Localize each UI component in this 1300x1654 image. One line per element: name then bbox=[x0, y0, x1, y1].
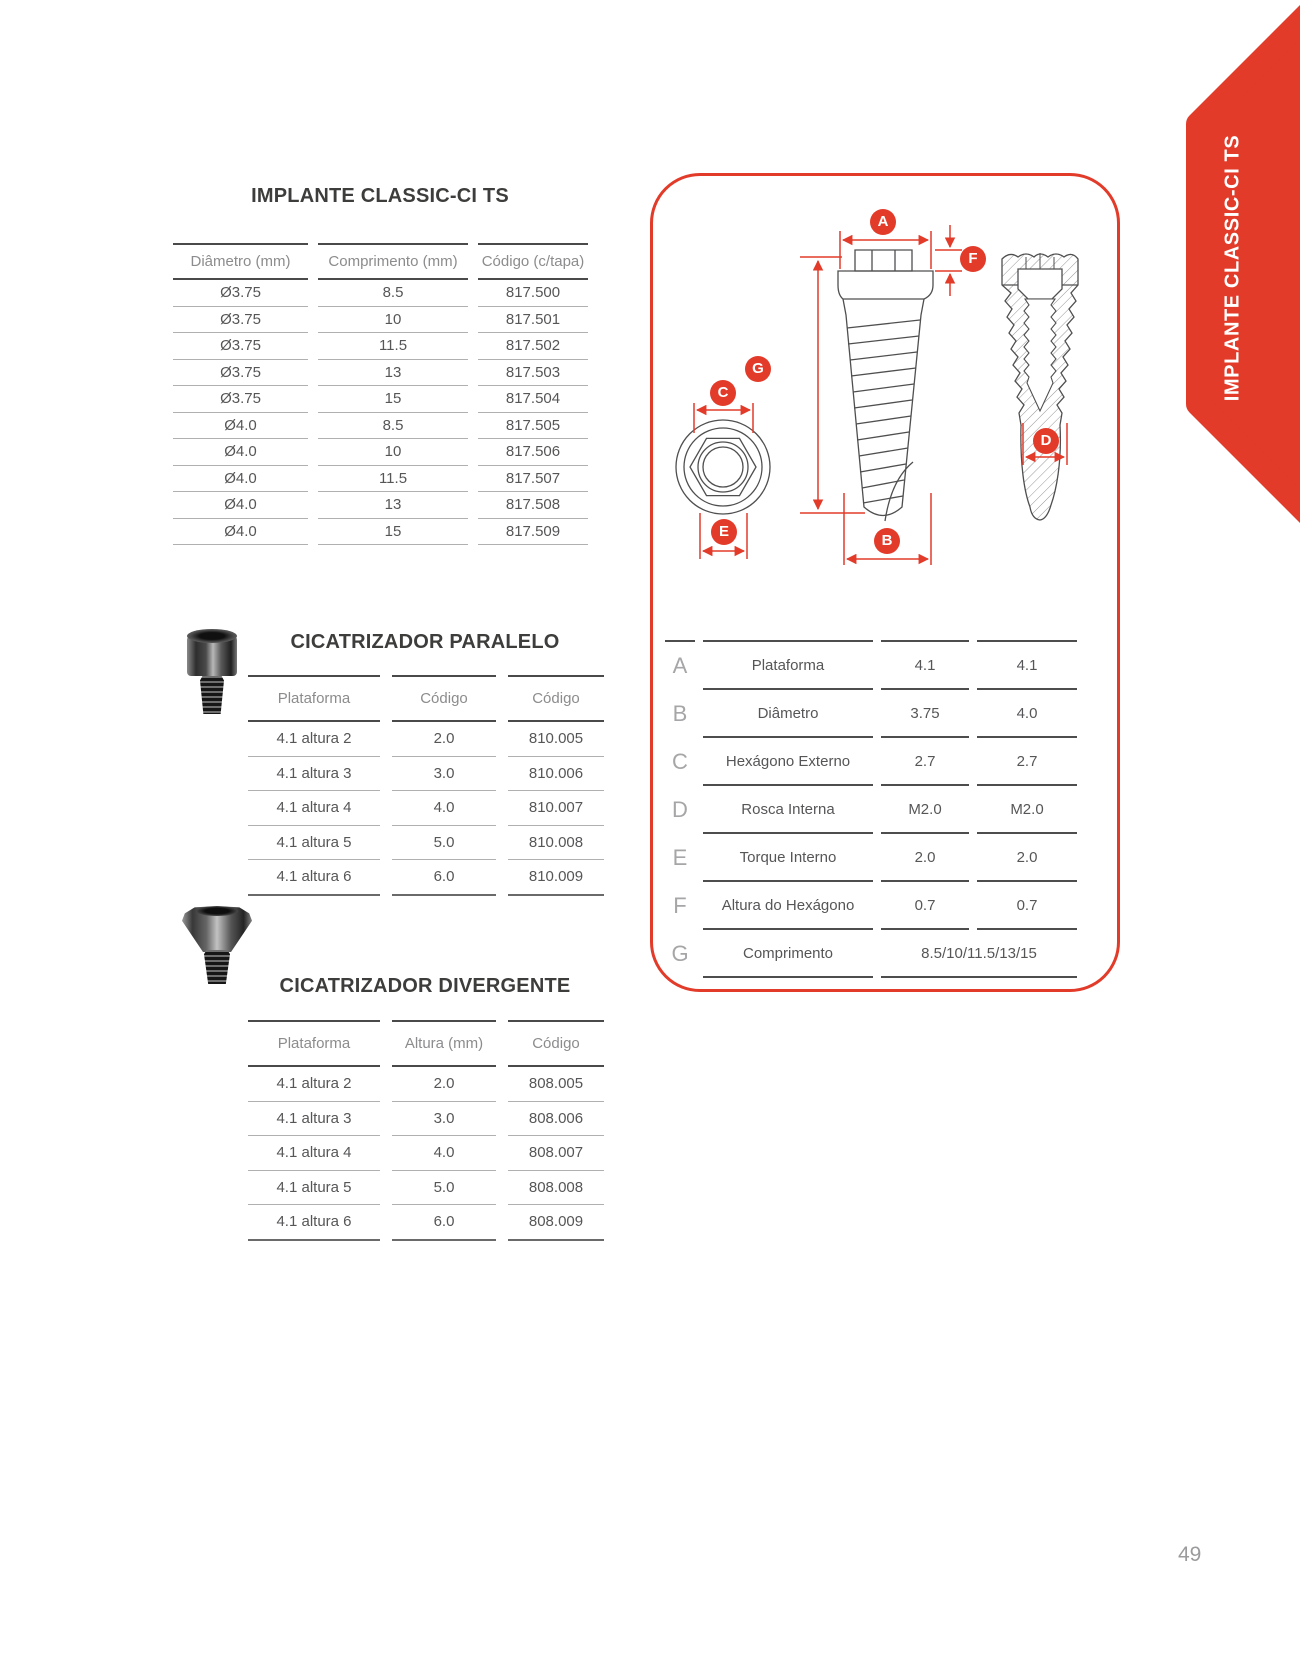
implant-table-title: IMPLANTE CLASSIC-CI TS bbox=[251, 185, 509, 207]
table-cell: M2.0 bbox=[881, 786, 969, 834]
table-row bbox=[248, 860, 604, 896]
column-header: Altura (mm) bbox=[392, 1020, 496, 1067]
table-cell: 817.501 bbox=[478, 307, 588, 334]
table-cell: 817.506 bbox=[478, 439, 588, 466]
table-cell: 817.502 bbox=[478, 333, 588, 360]
implant-table-header-row bbox=[173, 243, 588, 280]
table-cell: 808.009 bbox=[508, 1205, 604, 1241]
table-cell: 810.006 bbox=[508, 757, 604, 792]
table-cell: 11.5 bbox=[318, 333, 468, 360]
table-cell: Plataforma bbox=[703, 640, 873, 690]
table-cell: 4.1 altura 6 bbox=[248, 860, 380, 896]
paralelo-product-photo bbox=[187, 636, 237, 676]
table-cell: 4.1 altura 4 bbox=[248, 1136, 380, 1171]
table-row bbox=[665, 738, 1077, 786]
table-cell: Ø3.75 bbox=[173, 386, 308, 413]
table-row bbox=[173, 333, 588, 360]
table-row bbox=[665, 930, 1077, 978]
table-cell: 15 bbox=[318, 519, 468, 546]
column-header: Código bbox=[392, 675, 496, 722]
ribbon-label: IMPLANTE CLASSIC-CI TS bbox=[1221, 134, 1244, 402]
column-header: Plataforma bbox=[248, 675, 380, 722]
table-cell: 808.006 bbox=[508, 1102, 604, 1137]
column-header: Plataforma bbox=[248, 1020, 380, 1067]
table-cell: 2.0 bbox=[881, 834, 969, 882]
table-cell: D bbox=[672, 797, 688, 822]
table-cell: 4.1 altura 3 bbox=[248, 1102, 380, 1137]
table-row bbox=[173, 439, 588, 466]
table-cell: 5.0 bbox=[392, 1171, 496, 1206]
dim-badge-e: E bbox=[711, 519, 737, 545]
table-cell: 15 bbox=[318, 386, 468, 413]
table-cell: 810.009 bbox=[508, 860, 604, 896]
table-cell: 4.1 altura 2 bbox=[248, 1067, 380, 1102]
implant-top-view bbox=[676, 420, 770, 514]
paralelo-product-photo-thread bbox=[200, 676, 224, 714]
table-cell: 817.507 bbox=[478, 466, 588, 493]
table-row bbox=[248, 826, 604, 861]
table-cell: 4.0 bbox=[392, 1136, 496, 1171]
table-cell: 810.008 bbox=[508, 826, 604, 861]
table-row bbox=[665, 786, 1077, 834]
column-header: Código bbox=[508, 675, 604, 722]
spec-table bbox=[657, 640, 1085, 978]
table-cell: 810.005 bbox=[508, 722, 604, 757]
table-cell: 817.505 bbox=[478, 413, 588, 440]
table-cell: Ø3.75 bbox=[173, 360, 308, 387]
table-cell: 2.0 bbox=[392, 722, 496, 757]
table-row bbox=[665, 690, 1077, 738]
table-cell: 10 bbox=[318, 307, 468, 334]
table-cell: C bbox=[672, 749, 688, 774]
table-row bbox=[665, 640, 1077, 690]
table-cell: 8.5/10/11.5/13/15 bbox=[881, 930, 1077, 978]
table-cell: Rosca Interna bbox=[703, 786, 873, 834]
table-cell: 4.1 altura 5 bbox=[248, 1171, 380, 1206]
table-cell: Ø4.0 bbox=[173, 466, 308, 493]
paralelo-title: CICATRIZADOR PARALELO bbox=[290, 631, 560, 653]
dim-badge-c: C bbox=[710, 380, 736, 406]
divergente-product-photo-thread bbox=[204, 950, 230, 984]
table-cell: M2.0 bbox=[977, 786, 1077, 834]
table-cell: 4.1 altura 3 bbox=[248, 757, 380, 792]
table-row bbox=[248, 1205, 604, 1241]
table-cell: 5.0 bbox=[392, 826, 496, 861]
table-row bbox=[665, 882, 1077, 930]
table-cell: 4.1 altura 6 bbox=[248, 1205, 380, 1241]
table-cell: Ø4.0 bbox=[173, 492, 308, 519]
implant-table bbox=[163, 243, 598, 545]
table-row bbox=[248, 791, 604, 826]
table-cell: 4.1 bbox=[977, 640, 1077, 690]
table-cell: 11.5 bbox=[318, 466, 468, 493]
table-cell: 817.503 bbox=[478, 360, 588, 387]
table-cell: 808.005 bbox=[508, 1067, 604, 1102]
paralelo-table bbox=[236, 675, 616, 896]
table-row bbox=[173, 307, 588, 334]
table-cell: 817.508 bbox=[478, 492, 588, 519]
table-cell: Diâmetro bbox=[703, 690, 873, 738]
table-cell: 10 bbox=[318, 439, 468, 466]
table-row bbox=[173, 466, 588, 493]
table-cell: 3.0 bbox=[392, 757, 496, 792]
table-cell: 6.0 bbox=[392, 1205, 496, 1241]
column-header: Comprimento (mm) bbox=[318, 243, 468, 280]
table-cell: 2.7 bbox=[881, 738, 969, 786]
table-row bbox=[173, 492, 588, 519]
table-cell: Altura do Hexágono bbox=[703, 882, 873, 930]
page-number: 49 bbox=[1178, 1543, 1202, 1566]
table-cell: Ø4.0 bbox=[173, 439, 308, 466]
table-cell: 810.007 bbox=[508, 791, 604, 826]
table-cell: 3.0 bbox=[392, 1102, 496, 1137]
table-row bbox=[173, 386, 588, 413]
table-cell: 808.008 bbox=[508, 1171, 604, 1206]
table-row bbox=[248, 757, 604, 792]
table-cell: 817.504 bbox=[478, 386, 588, 413]
table-cell: Ø4.0 bbox=[173, 519, 308, 546]
table-row bbox=[248, 1171, 604, 1206]
table-cell: 2.0 bbox=[392, 1067, 496, 1102]
divergente-product-photo bbox=[182, 906, 252, 952]
table-cell: 2.0 bbox=[977, 834, 1077, 882]
table-cell: F bbox=[673, 893, 687, 918]
table-cell: G bbox=[671, 941, 689, 966]
dim-badge-g: G bbox=[745, 356, 771, 382]
table-cell: E bbox=[672, 845, 688, 870]
table-cell: Torque Interno bbox=[703, 834, 873, 882]
table-row bbox=[665, 834, 1077, 882]
table-cell: 4.1 bbox=[881, 640, 969, 690]
table-cell: 0.7 bbox=[977, 882, 1077, 930]
table-cell: 0.7 bbox=[881, 882, 969, 930]
table-cell: Hexágono Externo bbox=[703, 738, 873, 786]
table-cell: Ø3.75 bbox=[173, 307, 308, 334]
column-header: Código bbox=[508, 1020, 604, 1067]
table-row bbox=[248, 1067, 604, 1102]
paralelo-table-header-row bbox=[248, 675, 604, 722]
table-cell: 808.007 bbox=[508, 1136, 604, 1171]
table-cell: 4.1 altura 5 bbox=[248, 826, 380, 861]
divergente-table bbox=[236, 1020, 616, 1241]
table-cell: 8.5 bbox=[318, 413, 468, 440]
table-cell: 8.5 bbox=[318, 280, 468, 307]
table-row bbox=[248, 722, 604, 757]
table-cell: 4.1 altura 4 bbox=[248, 791, 380, 826]
table-cell: 4.0 bbox=[977, 690, 1077, 738]
dim-badge-d: D bbox=[1033, 428, 1059, 454]
column-header: Código (c/tapa) bbox=[478, 243, 588, 280]
table-cell: 817.509 bbox=[478, 519, 588, 546]
dim-badge-a: A bbox=[870, 209, 896, 235]
table-cell: A bbox=[665, 640, 695, 690]
table-cell: Comprimento bbox=[703, 930, 873, 978]
table-cell: 3.75 bbox=[881, 690, 969, 738]
table-row bbox=[248, 1102, 604, 1137]
table-cell: B bbox=[672, 701, 688, 726]
divergente-table-header-row bbox=[248, 1020, 604, 1067]
table-cell: 2.7 bbox=[977, 738, 1077, 786]
table-cell: 817.500 bbox=[478, 280, 588, 307]
table-cell: 6.0 bbox=[392, 860, 496, 896]
table-row bbox=[173, 519, 588, 546]
table-cell: Ø4.0 bbox=[173, 413, 308, 440]
table-cell: 4.1 altura 2 bbox=[248, 722, 380, 757]
table-cell: 4.0 bbox=[392, 791, 496, 826]
table-row bbox=[173, 413, 588, 440]
column-header: Diâmetro (mm) bbox=[173, 243, 308, 280]
table-cell: Ø3.75 bbox=[173, 280, 308, 307]
dim-badge-f: F bbox=[960, 246, 986, 272]
table-row bbox=[173, 360, 588, 387]
table-cell: 13 bbox=[318, 360, 468, 387]
dim-badge-b: B bbox=[874, 528, 900, 554]
table-cell: Ø3.75 bbox=[173, 333, 308, 360]
divergente-title: CICATRIZADOR DIVERGENTE bbox=[279, 975, 571, 997]
table-row bbox=[173, 280, 588, 307]
implant-front-view bbox=[838, 250, 933, 521]
table-cell: 13 bbox=[318, 492, 468, 519]
table-row bbox=[248, 1136, 604, 1171]
implant-section-view bbox=[1002, 253, 1078, 520]
